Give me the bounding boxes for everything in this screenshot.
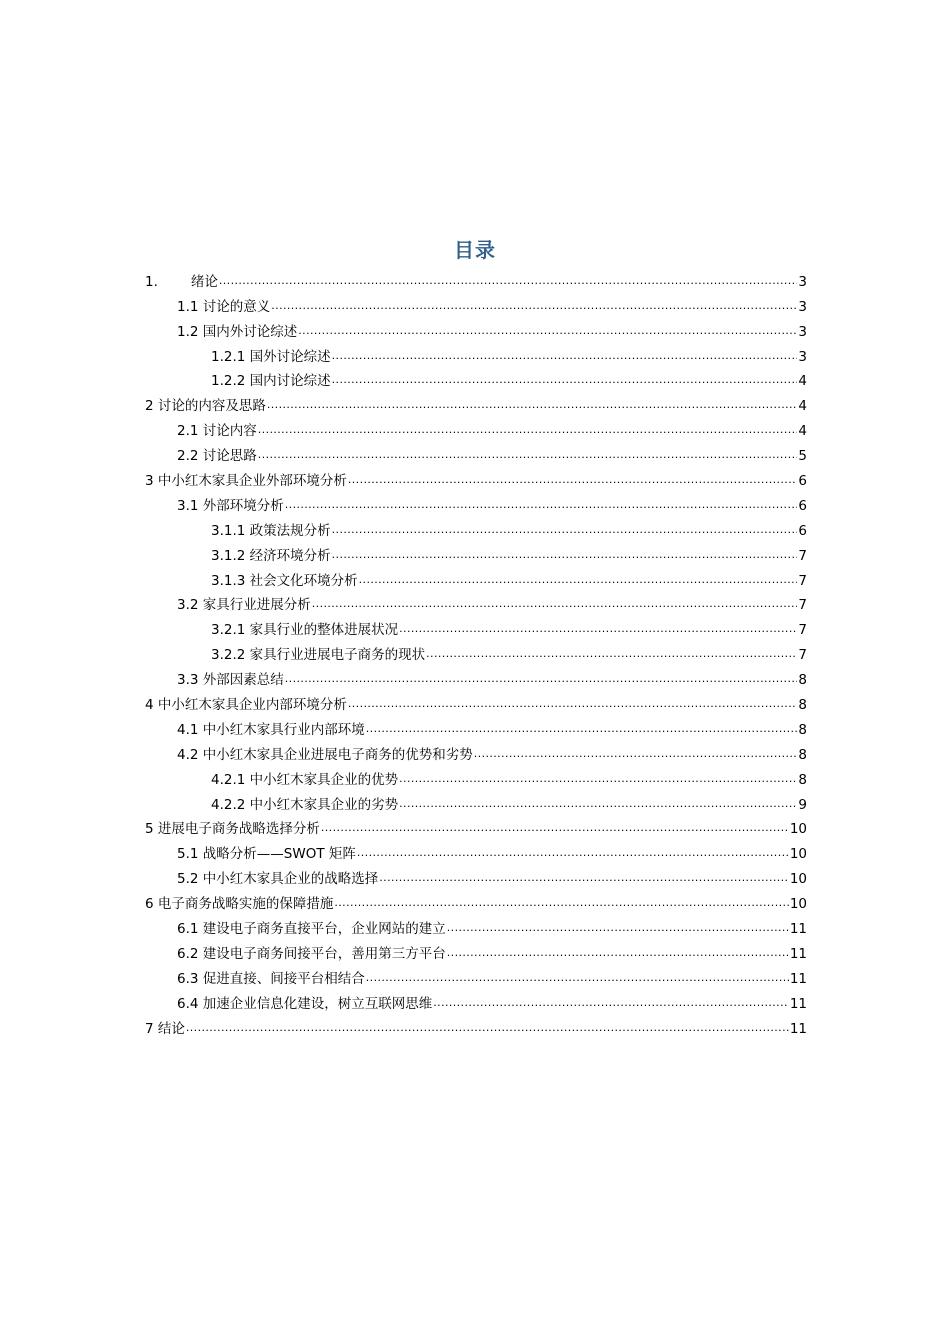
- toc-entry-page-number: 7: [798, 547, 807, 564]
- toc-entry-title: 中小红木家具企业的战略选择: [202, 871, 379, 888]
- toc-dot-leader: [426, 646, 797, 664]
- toc-entry-page-number: 10: [789, 896, 807, 913]
- toc-entry[interactable]: [145, 540, 807, 565]
- toc-entry-number: 6.3: [177, 970, 199, 987]
- toc-entry[interactable]: [145, 440, 807, 465]
- toc-entry[interactable]: [145, 291, 807, 316]
- toc-entry-page-number: 6: [798, 497, 807, 514]
- toc-dot-leader: [399, 796, 797, 814]
- toc-entry-page-number: 5: [798, 448, 807, 465]
- toc-entry-title: 中小红木家具企业的劣势: [249, 796, 399, 813]
- toc-entry[interactable]: [145, 316, 807, 341]
- toc-entry-text: [177, 970, 365, 988]
- toc-entry-text: [211, 646, 425, 664]
- toc-entry-number: 6.2: [177, 945, 199, 962]
- toc-title: 目录: [454, 238, 496, 262]
- toc-entry[interactable]: [145, 341, 807, 366]
- toc-entry-text: [145, 397, 266, 415]
- toc-entry-number: 4.1: [177, 721, 199, 738]
- toc-dot-leader: [474, 746, 798, 764]
- toc-dot-leader: [399, 621, 797, 639]
- toc-dot-leader: [334, 895, 788, 913]
- toc-entry-page-number: 3: [798, 323, 807, 340]
- toc-entry-page-number: 11: [789, 921, 807, 938]
- toc-entry-number: 3.3: [177, 672, 199, 689]
- toc-dot-leader: [332, 372, 798, 390]
- toc-entry[interactable]: [145, 366, 807, 391]
- toc-entry-title: 促进直接、间接平台相结合: [202, 970, 365, 987]
- table-of-contents: [145, 266, 807, 1038]
- toc-entry-number: 3.1.1: [211, 522, 246, 539]
- toc-entry-title: 社会文化环境分析: [249, 572, 358, 589]
- toc-entry[interactable]: [145, 689, 807, 714]
- toc-dot-leader: [332, 522, 798, 540]
- toc-entry-page-number: 10: [789, 821, 807, 838]
- toc-entry-number: 3.1.2: [211, 547, 246, 564]
- toc-dot-leader: [348, 696, 798, 714]
- toc-entry-text: [177, 995, 432, 1013]
- toc-entry-title: 中小红木家具行业内部环境: [202, 721, 365, 738]
- toc-entry-text: [211, 372, 331, 390]
- toc-entry-title: 中小红木家具企业内部环境分析: [157, 697, 347, 714]
- toc-entry-number: 7: [145, 1020, 154, 1037]
- toc-entry-number: 3.1.3: [211, 572, 246, 589]
- toc-entry-page-number: 8: [798, 721, 807, 738]
- toc-entry-page-number: 8: [798, 771, 807, 788]
- toc-entry-title: 讨论内容: [202, 423, 257, 440]
- toc-entry-number: 5.2: [177, 871, 199, 888]
- toc-entry-text: [177, 596, 311, 614]
- toc-entry-page-number: 6: [798, 473, 807, 490]
- toc-entry[interactable]: [145, 266, 807, 291]
- toc-dot-leader: [399, 771, 797, 789]
- toc-entry-text: [211, 572, 358, 590]
- toc-entry-title: 结论: [157, 1020, 185, 1037]
- toc-dot-leader: [312, 596, 798, 614]
- toc-entry-text: [177, 447, 257, 465]
- toc-entry-page-number: 8: [798, 672, 807, 689]
- toc-entry-page-number: 7: [798, 647, 807, 664]
- toc-entry-title: 国内讨论综述: [249, 373, 331, 390]
- toc-entry-title: 电子商务战略实施的保障措施: [157, 896, 334, 913]
- toc-entry-number: 5.1: [177, 846, 199, 863]
- toc-dot-leader: [357, 845, 789, 863]
- toc-entry-number: 6: [145, 896, 154, 913]
- toc-entry-title: 经济环境分析: [249, 547, 331, 564]
- toc-entry-text: [211, 771, 398, 789]
- toc-entry-title: 绪论: [190, 273, 218, 290]
- toc-entry[interactable]: [145, 390, 807, 415]
- toc-entry-title: 国内外讨论综述: [202, 323, 298, 340]
- toc-entry-title: 中小红木家具企业进展电子商务的优势和劣势: [202, 746, 473, 763]
- toc-dot-leader: [332, 547, 798, 565]
- toc-entry-page-number: 3: [798, 348, 807, 365]
- toc-entry-text: [177, 870, 378, 888]
- toc-entry-title: 讨论的内容及思路: [157, 398, 266, 415]
- toc-entry[interactable]: [145, 465, 807, 490]
- toc-dot-leader: [348, 472, 798, 490]
- toc-dot-leader: [298, 323, 797, 341]
- toc-dot-leader: [366, 721, 798, 739]
- toc-entry-text: [177, 721, 365, 739]
- toc-entry-text: [145, 472, 347, 490]
- toc-entry-title: 讨论的意义: [202, 298, 271, 315]
- toc-entry-text: [177, 422, 257, 440]
- toc-entry[interactable]: [145, 1013, 807, 1038]
- toc-entry-number: 4.2.2: [211, 796, 246, 813]
- toc-entry[interactable]: [145, 988, 807, 1013]
- toc-entry-title: 建设电子商务直接平台，企业网站的建立: [202, 921, 446, 938]
- toc-dot-leader: [379, 870, 789, 888]
- toc-entry-title: 加速企业信息化建设，树立互联网思维: [202, 995, 433, 1012]
- toc-entry-number: 3.2.1: [211, 622, 246, 639]
- toc-entry-title: 家具行业的整体进展状况: [249, 622, 399, 639]
- toc-dot-leader: [258, 422, 798, 440]
- toc-dot-leader: [366, 970, 789, 988]
- toc-entry-number: 4: [145, 697, 154, 714]
- toc-entry-title: 中小红木家具企业外部环境分析: [157, 473, 347, 490]
- toc-entry-number: 1.: [145, 273, 158, 290]
- toc-entry-number: 2.2: [177, 448, 199, 465]
- toc-entry-text: [145, 1020, 185, 1038]
- toc-entry-text: [211, 796, 398, 814]
- toc-entry-title: 建设电子商务间接平台，善用第三方平台: [202, 945, 446, 962]
- toc-entry-title: 进展电子商务战略选择分析: [157, 821, 320, 838]
- toc-entry-number: 1.1: [177, 298, 199, 315]
- toc-dot-leader: [271, 298, 797, 316]
- toc-entry-text: [211, 621, 398, 639]
- toc-dot-leader: [285, 497, 798, 515]
- toc-dot-leader: [258, 447, 798, 465]
- toc-entry-number: 3.2: [177, 597, 199, 614]
- toc-entry-number: 6.4: [177, 995, 199, 1012]
- toc-entry[interactable]: [145, 565, 807, 590]
- toc-entry-text: [177, 671, 284, 689]
- toc-entry[interactable]: [145, 614, 807, 639]
- toc-entry-number: 3.1: [177, 497, 199, 514]
- toc-dot-leader: [332, 348, 798, 366]
- toc-entry-title: 家具行业进展分析: [202, 597, 311, 614]
- toc-entry-text: [177, 323, 297, 341]
- toc-entry-title: 国外讨论综述: [249, 348, 331, 365]
- toc-entry[interactable]: [145, 863, 807, 888]
- toc-entry-page-number: 7: [798, 597, 807, 614]
- toc-entry-number: 4.2.1: [211, 771, 246, 788]
- toc-entry-page-number: 4: [798, 423, 807, 440]
- toc-dot-leader: [359, 572, 798, 590]
- toc-entry[interactable]: [145, 515, 807, 540]
- toc-entry[interactable]: [145, 590, 807, 615]
- toc-entry-page-number: 4: [798, 398, 807, 415]
- toc-entry-text: [145, 696, 347, 714]
- toc-entry-text: [145, 273, 218, 291]
- toc-entry-title: 战略分析——SWOT 矩阵: [202, 846, 356, 863]
- toc-entry-text: [177, 497, 284, 515]
- toc-entry[interactable]: [145, 814, 807, 839]
- toc-entry-text: [211, 348, 331, 366]
- toc-dot-leader: [186, 1020, 789, 1038]
- toc-entry-title: 外部因素总结: [202, 672, 284, 689]
- toc-entry-page-number: 4: [798, 373, 807, 390]
- toc-entry-title: 讨论思路: [202, 448, 257, 465]
- toc-entry-text: [177, 920, 446, 938]
- toc-entry[interactable]: [145, 639, 807, 664]
- toc-entry-text: [211, 547, 331, 565]
- toc-entry-page-number: 11: [789, 970, 807, 987]
- toc-entry[interactable]: [145, 938, 807, 963]
- toc-entry-page-number: 11: [789, 1020, 807, 1037]
- toc-entry[interactable]: [145, 838, 807, 863]
- toc-entry[interactable]: [145, 888, 807, 913]
- toc-entry[interactable]: [145, 789, 807, 814]
- toc-entry[interactable]: [145, 714, 807, 739]
- toc-entry-text: [145, 895, 333, 913]
- toc-entry[interactable]: [145, 490, 807, 515]
- toc-entry-number: 2.1: [177, 423, 199, 440]
- toc-dot-leader: [321, 820, 789, 838]
- toc-entry[interactable]: [145, 963, 807, 988]
- toc-entry-title: 中小红木家具企业的优势: [249, 771, 399, 788]
- toc-dot-leader: [267, 397, 798, 415]
- toc-entry-title: 外部环境分析: [202, 497, 284, 514]
- toc-dot-leader: [447, 945, 789, 963]
- toc-entry-title: 家具行业进展电子商务的现状: [249, 647, 426, 664]
- toc-entry-page-number: 11: [789, 995, 807, 1012]
- toc-entry-text: [177, 945, 446, 963]
- toc-dot-leader: [285, 671, 798, 689]
- toc-entry-number: 1.2: [177, 323, 199, 340]
- toc-entry-page-number: 9: [798, 796, 807, 813]
- toc-entry[interactable]: [145, 415, 807, 440]
- toc-entry-page-number: 3: [798, 298, 807, 315]
- toc-entry-text: [177, 746, 473, 764]
- toc-entry-page-number: 6: [798, 522, 807, 539]
- toc-entry-text: [177, 298, 270, 316]
- toc-entry-page-number: 8: [798, 697, 807, 714]
- toc-entry-text: [211, 522, 331, 540]
- toc-entry-page-number: 8: [798, 746, 807, 763]
- toc-entry-number: 3.2.2: [211, 647, 246, 664]
- toc-entry[interactable]: [145, 764, 807, 789]
- toc-entry-number: 6.1: [177, 921, 199, 938]
- toc-entry[interactable]: [145, 913, 807, 938]
- toc-entry-page-number: 7: [798, 572, 807, 589]
- toc-entry-number: 2: [145, 398, 154, 415]
- toc-dot-leader: [433, 995, 789, 1013]
- toc-entry-number: 4.2: [177, 746, 199, 763]
- toc-entry-text: [177, 845, 356, 863]
- toc-entry-text: [145, 820, 320, 838]
- toc-entry-title: 政策法规分析: [249, 522, 331, 539]
- toc-entry-number: 5: [145, 821, 154, 838]
- toc-entry[interactable]: [145, 739, 807, 764]
- toc-entry-page-number: 10: [789, 871, 807, 888]
- toc-entry-page-number: 10: [789, 846, 807, 863]
- toc-entry-number: 3: [145, 473, 154, 490]
- toc-dot-leader: [219, 273, 798, 291]
- toc-entry-page-number: 11: [789, 945, 807, 962]
- toc-dot-leader: [447, 920, 789, 938]
- toc-entry[interactable]: [145, 664, 807, 689]
- toc-entry-number: 1.2.1: [211, 348, 246, 365]
- toc-entry-number: 1.2.2: [211, 373, 246, 390]
- toc-entry-page-number: 7: [798, 622, 807, 639]
- toc-entry-page-number: 3: [798, 273, 807, 290]
